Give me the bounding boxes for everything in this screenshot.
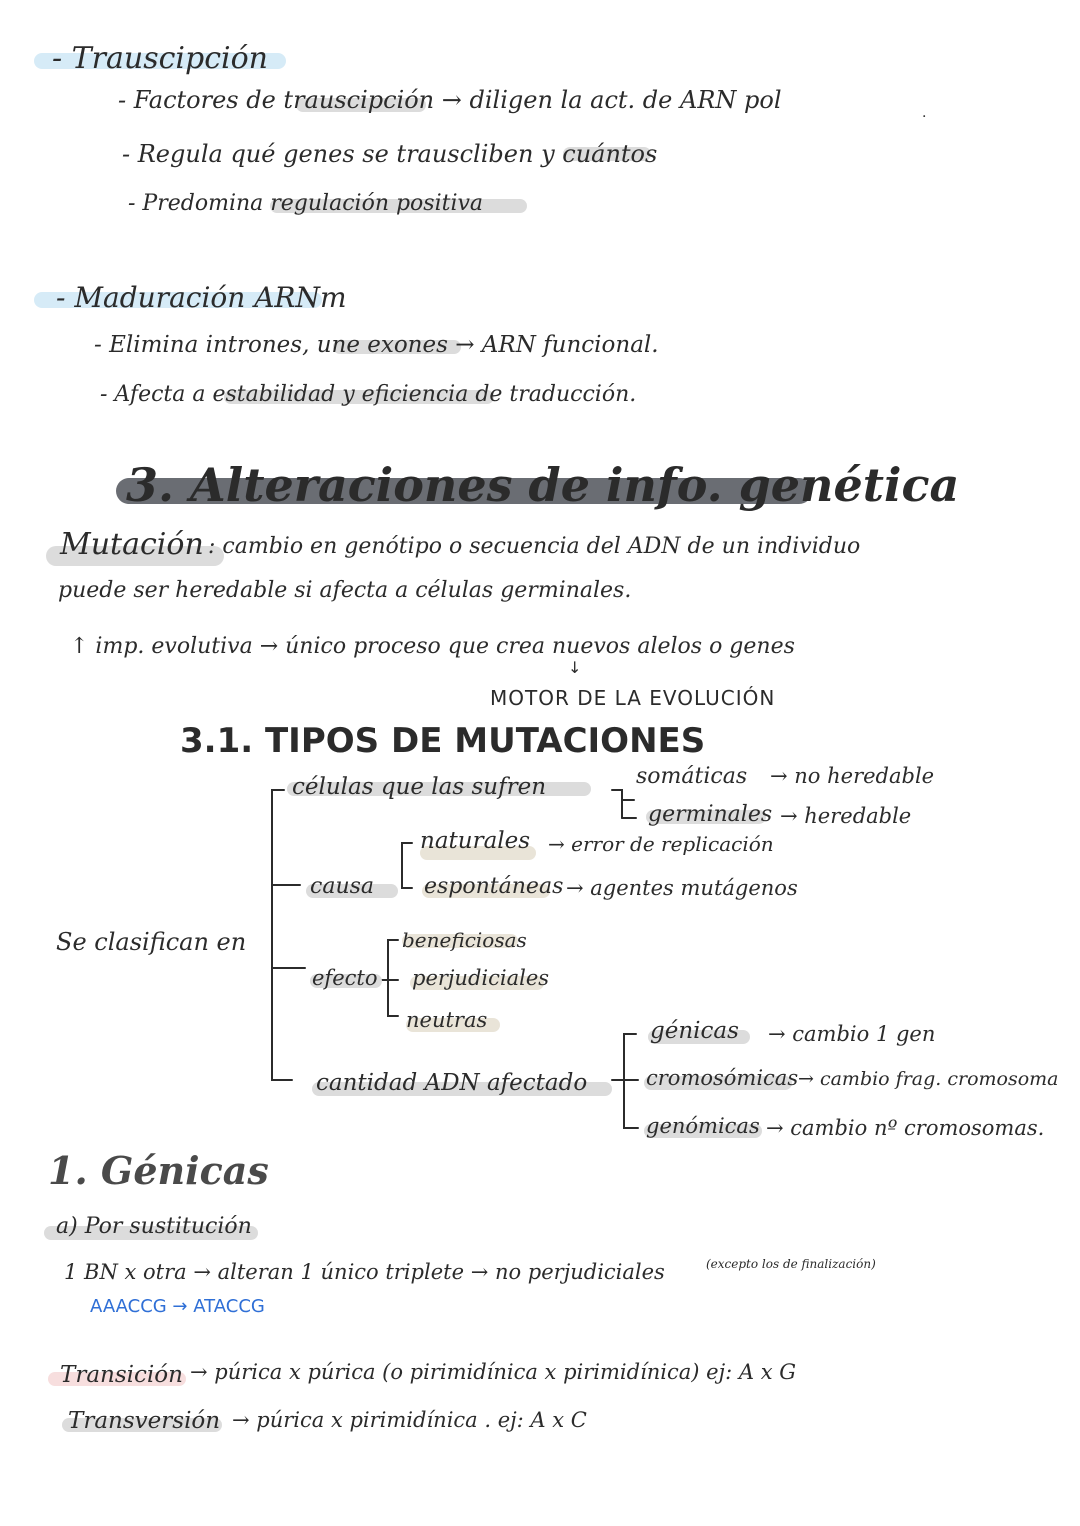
leaf-note: → cambio nº cromosomas. (766, 1116, 1045, 1140)
leaf-somaticas: somáticas (636, 764, 748, 789)
leaf-note: → error de replicación (548, 832, 774, 856)
leaf-neutras: neutras (406, 1008, 488, 1032)
note-line: - Factores de trauscipción → diligen la act. de ARN pol (118, 86, 782, 114)
leaf-cromosomicas: cromosómicas (646, 1066, 799, 1090)
branch-cantidad: cantidad ADN afectado (316, 1070, 588, 1096)
note-line: - Elimina intrones, une exones → ARN funcional. (94, 332, 659, 358)
section-title-genicas: 1. Génicas (48, 1148, 269, 1193)
note-line: - Predomina regulación positiva (128, 191, 484, 216)
note-line: puede ser heredable si afecta a células germinales. (58, 578, 632, 603)
note-line: 1 BN x otra → alteran 1 único triplete → no perjudiciales (64, 1260, 665, 1284)
note-line: → púrica x pirimidínica . ej: A x C (232, 1408, 587, 1432)
leaf-note: → agentes mutágenos (566, 876, 798, 900)
example-sequence: AAACCG → ATACCG (90, 1296, 265, 1317)
ink-dot: · (922, 109, 927, 125)
section-title-alteraciones: 3. Alteraciones de info. genética (126, 458, 960, 512)
section-title-maduracion: - Maduración ARNm (56, 281, 347, 314)
branch-efecto: efecto (312, 966, 378, 990)
note-aside: (excepto los de finalización) (706, 1257, 876, 1271)
leaf-beneficiosas: beneficiosas (402, 928, 527, 952)
note-line: ↑ imp. evolutiva → único proceso que crea nuevos alelos o genes (70, 634, 795, 659)
motor-label: MOTOR DE LA EVOLUCIÓN (490, 686, 776, 710)
leaf-note: → no heredable (770, 764, 935, 788)
branch-celulas: células que las sufren (292, 774, 547, 800)
leaf-perjudiciales: perjudiciales (412, 966, 550, 990)
leaf-note: → cambio frag. cromosoma (798, 1068, 1059, 1090)
down-arrow-icon: ↓ (568, 658, 582, 677)
leaf-genicas: génicas (650, 1018, 739, 1044)
section-title-transcripcion: - Trauscipción (52, 41, 269, 76)
leaf-note: → heredable (780, 804, 912, 828)
note-line: → púrica x púrica (o pirimidínica x pirimidínica) ej: A x G (190, 1360, 796, 1384)
term-transversion: Transversión (68, 1408, 221, 1434)
subsection-a: a) Por sustitución (56, 1214, 252, 1239)
leaf-naturales: naturales (420, 828, 531, 854)
leaf-note: → cambio 1 gen (768, 1022, 936, 1046)
classification-root: Se clasifican en (56, 928, 247, 956)
branch-causa: causa (310, 874, 375, 899)
mutacion-definition: : cambio en genótipo o secuencia del ADN de un individuo (208, 534, 861, 559)
leaf-germinales: germinales (648, 802, 773, 827)
term-transicion: Transición (60, 1362, 183, 1388)
note-line: - Regula qué genes se trauscliben y cuántos (122, 140, 658, 168)
note-line: - Afecta a estabilidad y eficiencia de traducción. (100, 382, 637, 407)
mutacion-term: Mutación (60, 527, 204, 562)
subsection-title-tipos: 3.1. TIPOS DE MUTACIONES (180, 721, 706, 761)
leaf-espontaneas: espontáneas (424, 874, 564, 899)
leaf-genomicas: genómicas (646, 1114, 760, 1138)
